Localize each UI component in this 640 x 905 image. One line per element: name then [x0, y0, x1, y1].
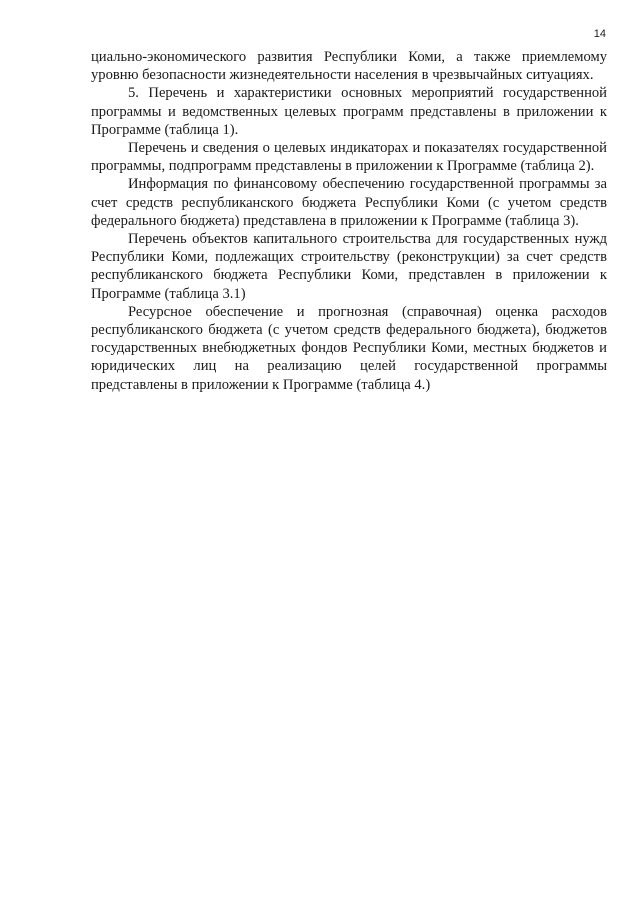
paragraph-capital-construction: Перечень объектов капитального строительства для государственных нужд Республики Коми, подлежащих строительству (реконструкции) за счет средств республиканского бюджета Республики Коми, представлен в приложении к Программе (таблица 3.1): [91, 231, 607, 302]
document-body: [91, 48, 607, 394]
paragraph-resource-support: Ресурсное обеспечение и прогнозная (справочная) оценка расходов республиканского бюджета (с учетом средств федерального бюджета), бюджетов государственных внебюджетных фондов Республики Коми, местных бюджетов и юридических лиц на реализацию целей государственной программы представлены в приложении к Программе (таблица 4.): [91, 303, 607, 393]
paragraph-main-activities: 5. Перечень и характеристики основных мероприятий государственной программы и ведомственных целевых программ представлены в приложении к Программе (таблица 1).: [91, 85, 607, 138]
paragraph-target-indicators: Перечень и сведения о целевых индикаторах и показателях государственной программы, подпрограмм представлены в приложении к Программе (таблица 2).: [91, 140, 607, 175]
page-number: 14: [593, 28, 606, 40]
paragraph-continuation: циально-экономического развития Республики Коми, а также приемлемому уровню безопасности жизнедеятельности населения в чрезвычайных ситуациях.: [91, 49, 607, 84]
paragraph-financial-support: Информация по финансовому обеспечению государственной программы за счет средств республиканского бюджета Республики Коми (с учетом средств федерального бюджета) представлена в приложении к Программе (таблица 3).: [91, 176, 607, 229]
